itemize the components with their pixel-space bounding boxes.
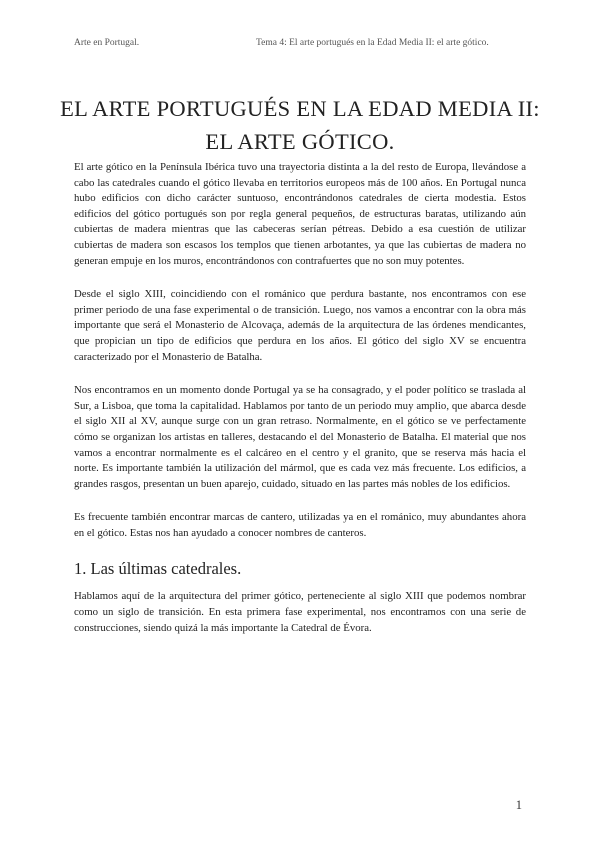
page-number: 1: [515, 798, 522, 812]
paragraph-periods: Desde el siglo XIII, coincidiendo con el románico que perdura bastante, nos encontramos con ese primer periodo de una fase experimental o de transición. Luego, nos vamos a encontrar con la obra más importante que será el Monasterio de Alcovaça, además de la arquitectura de las órdenes mendicantes, que propician un tipo de edificios que perdura en los años. El gótico del siglo XV se encuentra caracterizado por el Monasterio de Batalha.: [74, 288, 526, 363]
paragraph-context: Nos encontramos en un momento donde Portugal ya se ha consagrado, y el poder político se traslada al Sur, a Lisboa, que toma la capitalidad. Hablamos por tanto de un periodo muy amplio, que abarca desde el siglo XII al XV, aunque surge con un gran retraso. Normalmente, en el gótico se ve perfectamente cómo se organizan los artistas en talleres, destacando el del Monasterio de Batalha. El material que nos vamos a encontrar normalmente es el calcáreo en el centro y el granito, que se reserva más hacia el norte. Es importante también la utilización del mármol, que es cada vez más frecuente. Los edificios, a grandes rasgos, presentan un buen aparejo, cuidado, situado en las partes más nobles de los edificios.: [74, 384, 526, 490]
page-title-line-2: EL ARTE GÓTICO.: [205, 129, 395, 154]
header-topic-title: Tema 4: El arte portugués en la Edad Media II: el arte gótico.: [256, 38, 489, 48]
running-header: [74, 38, 512, 52]
header-course-title: Arte en Portugal.: [74, 38, 140, 48]
paragraph-mason-marks: Es frecuente también encontrar marcas de cantero, utilizadas ya en el románico, muy abundantes ahora en el gótico. Estas nos han ayudado a conocer nombres de canteros.: [74, 511, 526, 539]
section-heading: 1. Las últimas catedrales.: [74, 559, 242, 579]
paragraph-intro: El arte gótico en la Península Ibérica tuvo una trayectoria distinta a la del resto de Europa, llevándose a cabo las catedrales cuando el gótico llevaba en territorios europeos más de 100 años. En Portugal nunca hubo edificios con dicho carácter suntuoso, encontrándonos catedrales de cierta modestia. Estos edificios del gótico portugués son por regla general pequeños, de estructuras baratas, utilizando aún cubiertas de madera mientras que las cabeceras serían pétreas. Debido a esa cuestión de utilizar cubiertas de madera son escasos los templos que tienen arbotantes, ya que las cubiertas de madera no generan empuje en los muros, encontrándonos con contrafuertes que no son muy potentes.: [74, 161, 526, 267]
paragraph-section-1: Hablamos aquí de la arquitectura del primer gótico, perteneciente al siglo XIII que podemos nombrar como un siglo de transición. En esta primera fase experimental, nos encontramos con una serie de construcciones, siendo quizá la más importante la Catedral de Évora.: [74, 590, 526, 634]
document-body: [74, 160, 526, 654]
page-title-line-1: EL ARTE PORTUGUÉS EN LA EDAD MEDIA II:: [60, 96, 540, 121]
page-title: [60, 92, 540, 158]
